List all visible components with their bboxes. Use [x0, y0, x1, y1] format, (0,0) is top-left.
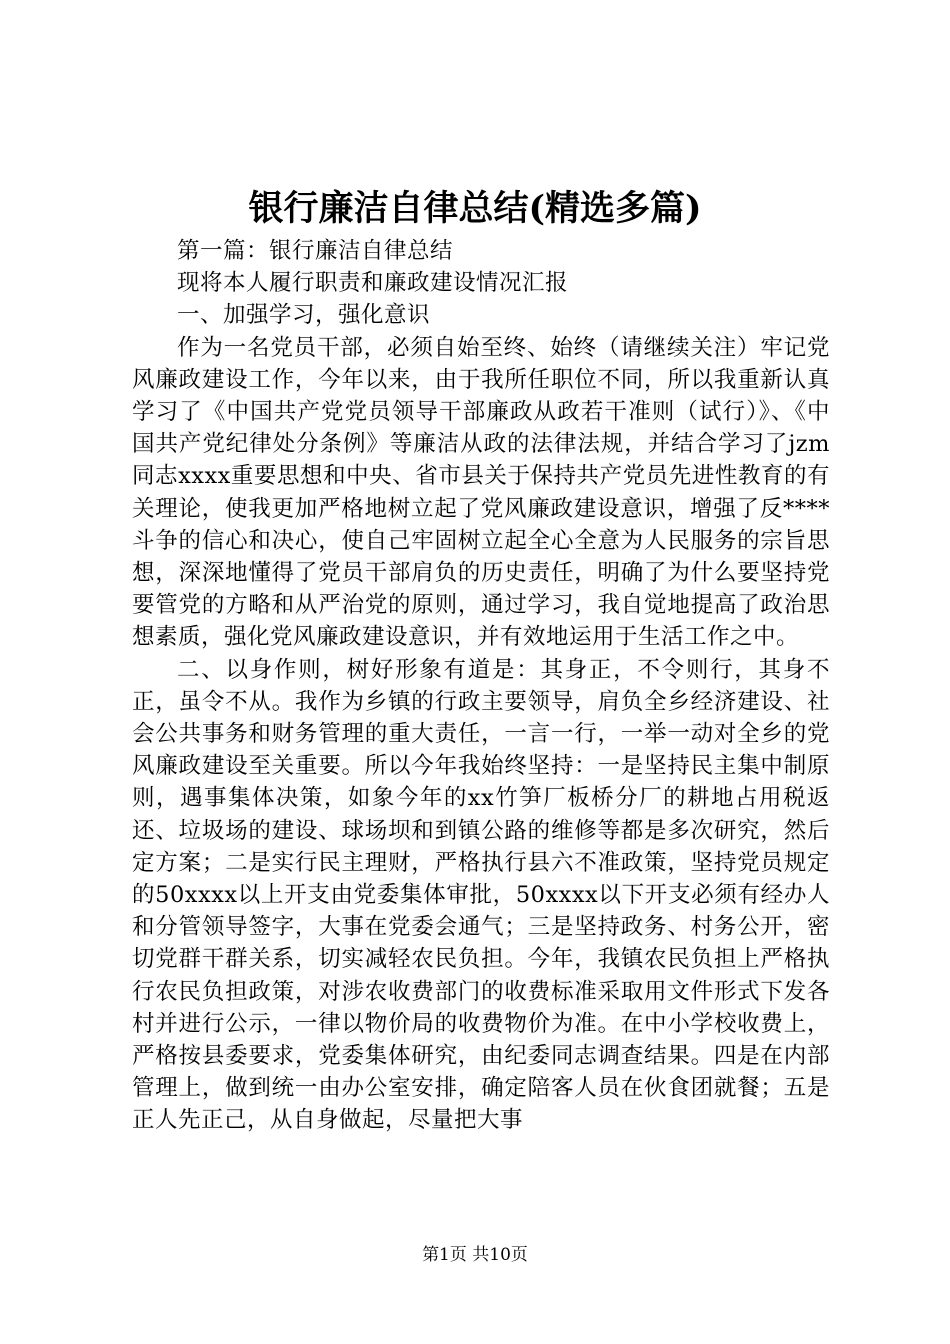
document-title: 银行廉洁自律总结(精选多篇) [248, 188, 702, 229]
page-number: 第1页 共10页 [422, 1245, 528, 1265]
document-body [132, 235, 830, 1137]
section-heading: 第一篇：银行廉洁自律总结 [177, 238, 454, 264]
intro-line: 现将本人履行职责和廉政建设情况汇报 [177, 270, 569, 297]
body-paragraph: 二、以身作则，树好形象有道是：其身正，不令则行，其身不正，虽令不从。我作为乡镇的行政主要领导，肩负全乡经济建设、社会公共事务和财务管理的重大责任，一言一行，一举一动对全乡的党风廉政建设至关重要。所以今年我始终坚持：一是坚持民主集中制原则，遇事集体决策，如象今年的xx竹笋厂板桥分厂的耕地占用税返还、垃圾场的建设、球场坝和到镇公路的维修等都是多次研究，然后定方案；二是实行民主理财，严格执行县六不准政策，坚持党员规定的50xxxx以上开支由党委集体审批，50xxxx以下开支必须有经办人和分管领导签字，大事在党委会通气；三是坚持政务、村务公开，密切党群干群关系，切实减轻农民负担。今年，我镇农民负担上严格执行农民负担政策，对涉农收费部门的收费标准采取用文件形式下发各村并进行公示，一律以物价局的收费物价为准。在中小学校收费上，严格按县委要求，党委集体研究，由纪委同志调查结果。四是在内部管理上，做到统一由办公室安排，确定陪客人员在伙食团就餐；五是正人先正己，从自身做起，尽量把大事 [132, 656, 830, 1134]
body-paragraph: 作为一名党员干部，必须自始至终、始终（请继续关注）牢记党风廉政建设工作，今年以来，由于我所任职位不同，所以我重新认真学习了《中国共产党党员领导干部廉政从政若干准则（试行）》、《中国共产党纪律处分条例》等廉洁从政的法律法规，并结合学习了jzm同志xxxx重要思想和中央、省市县关于保持共产党员先进性教育的有关理论，使我更加严格地树立起了党风廉政建设意识，增强了反****斗争的信心和决心，使自己牢固树立起全心全意为人民服务的宗旨思想，深深地懂得了党员干部肩负的历史责任，明确了为什么要坚持党要管党的方略和从严治党的原则，通过学习，我自觉地提高了政治思想素质，强化党风廉政建设意识，并有效地运用于生活工作之中。 [132, 334, 830, 651]
subsection-heading: 一、加强学习，强化意识 [177, 302, 431, 329]
